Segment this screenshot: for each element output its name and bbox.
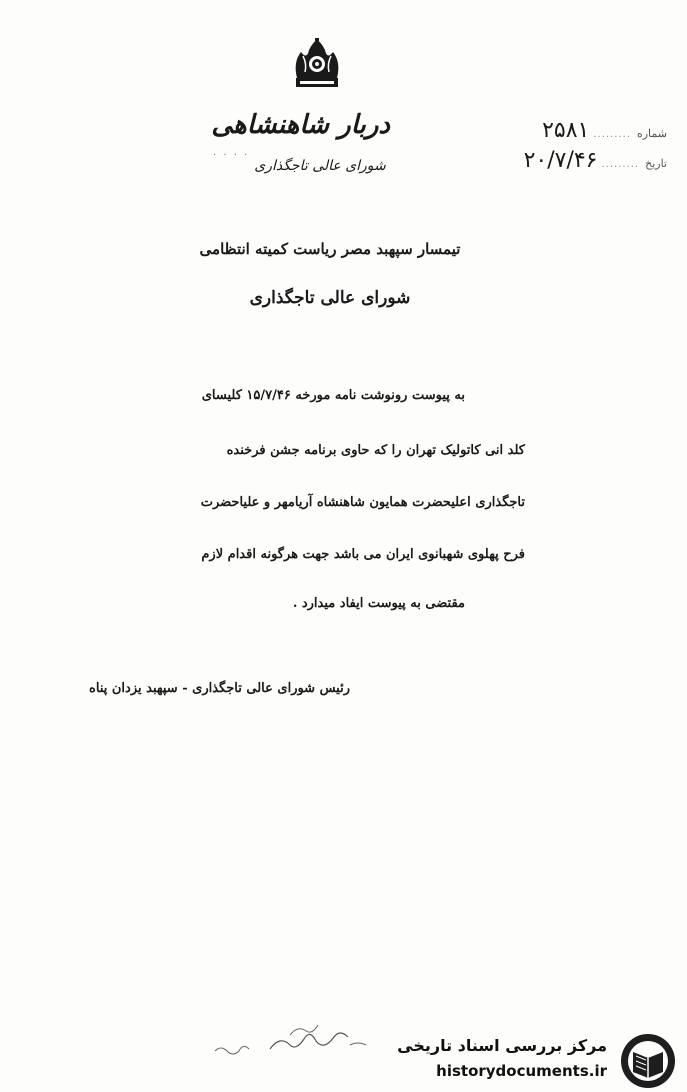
date-value: ۲۰/۷/۴۶ bbox=[523, 148, 598, 173]
crown-emblem-icon bbox=[287, 38, 347, 96]
watermark bbox=[397, 1030, 687, 1092]
council-subtitle: شورای عالی تاجگذاری bbox=[254, 158, 386, 174]
body-line: مقتضی به پیوست ایفاد میدارد . bbox=[292, 596, 465, 611]
letter-date-row bbox=[487, 148, 667, 173]
body-line: تاجگذاری اعلیحضرت همایون شاهنشاه آریامهر و علیاحضرت bbox=[200, 495, 525, 510]
number-label: شماره bbox=[636, 127, 667, 140]
handwritten-signature-icon bbox=[210, 1015, 385, 1070]
letter-number-row bbox=[487, 118, 667, 143]
addressee-line: تیمسار سپهبد مصر ریاست کمیته انتظامی bbox=[199, 240, 461, 258]
number-dots: ......... bbox=[593, 129, 631, 140]
body-line: کلد انی کاتولیک تهران را که حاوی برنامه جشن فرخنده bbox=[226, 443, 525, 458]
date-dots: ......... bbox=[601, 159, 640, 170]
signature-line: رئیس شورای عالی تاجگذاری - سپهبد یزدان پناه bbox=[89, 681, 350, 696]
number-value: ۲۵۸۱ bbox=[542, 118, 590, 143]
watermark-url-text: historydocuments.ir bbox=[436, 1062, 607, 1080]
date-label: تاریخ bbox=[645, 157, 667, 170]
body-line: فرح پهلوی شهبانوی ایران می باشد جهت هرگونه اقدام لازم bbox=[201, 547, 525, 562]
addressee-subline: شورای عالی تاجگذاری bbox=[249, 288, 411, 308]
watermark-fa-text: مرکز بررسی اسناد تاریخی bbox=[397, 1036, 607, 1055]
court-title: دربار شاهنشاهی bbox=[211, 110, 390, 140]
stamp-dots: · · · · bbox=[213, 150, 250, 161]
archive-logo-icon bbox=[619, 1032, 677, 1090]
body-line: به پیوست رونوشت نامه مورخه ۱۵/۷/۴۶ کلیسای bbox=[201, 388, 465, 403]
